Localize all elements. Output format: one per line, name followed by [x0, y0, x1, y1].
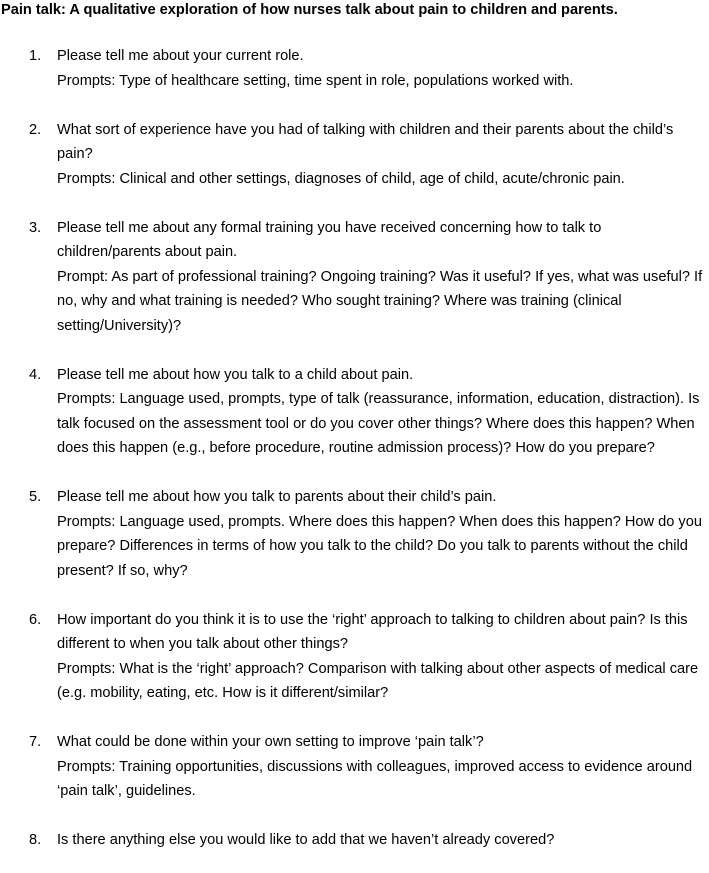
question-text: Please tell me about any formal training you have received concerning how to talk to children/parents about pain.	[57, 219, 602, 260]
question-number: 2.	[29, 121, 42, 138]
question-number: 1.	[29, 48, 42, 64]
question-prompts: Prompts: Training opportunities, discussions with colleagues, improved access to evidence around ‘pain talk’, guidelines.	[57, 758, 693, 799]
question-number: 8.	[29, 832, 42, 848]
question-text: What sort of experience have you had of talking with children and their parents about the child’s pain?	[57, 121, 674, 162]
question-number: 6.	[29, 611, 42, 628]
question-item-7	[1, 730, 705, 804]
question-number: 4.	[29, 366, 42, 383]
question-prompts: Prompts: What is the ‘right’ approach? Comparison with talking about other aspects of medical care (e.g. mobility, eating, etc. How is it different/similar?	[57, 660, 699, 701]
question-prompts: Prompts: Clinical and other settings, diagnoses of child, age of child, acute/chronic pain.	[57, 170, 625, 187]
question-item-2	[1, 118, 705, 192]
question-item-1	[1, 44, 705, 93]
question-number: 3.	[29, 219, 42, 236]
question-item-5	[1, 485, 705, 583]
question-text: What could be done within your own setting to improve ‘pain talk’?	[57, 734, 484, 750]
question-prompts: Prompts: Language used, prompts. Where does this happen? When does this happen? How do you prepare? Differences in terms of how you talk to the child? Do you talk to parents without the child present? If so, why?	[57, 513, 702, 579]
interview-question-list	[1, 44, 705, 853]
document-title: Pain talk: A qualitative exploration of how nurses talk about pain to children and parents.	[1, 2, 618, 18]
question-text: Is there anything else you would like to add that we haven’t already covered?	[57, 832, 555, 848]
question-text: Please tell me about how you talk to a child about pain.	[57, 366, 414, 383]
question-prompts: Prompt: As part of professional training? Ongoing training? Was it useful? If yes, what was useful? If no, why and what training is needed? Who sought training? Where was training (clinical setting/University)?	[57, 268, 703, 334]
question-number: 7.	[29, 734, 42, 750]
question-item-8	[1, 828, 705, 853]
question-prompts: Prompts: Language used, prompts, type of talk (reassurance, information, education, distraction). Is talk focused on the assessment tool or do you cover other things? Where does this happen? When does this happen (e.g., before procedure, routine admission process)? How do you prepare?	[57, 391, 700, 456]
question-item-4	[1, 363, 705, 461]
question-prompts: Prompts: Type of healthcare setting, time spent in role, populations worked with.	[57, 72, 574, 89]
question-text: Please tell me about how you talk to parents about their child’s pain.	[57, 489, 497, 505]
question-text: Please tell me about your current role.	[57, 48, 304, 64]
question-text: How important do you think it is to use the ‘right’ approach to talking to children about pain? Is this different to when you talk about other things?	[57, 611, 688, 652]
question-number: 5.	[29, 489, 42, 505]
question-item-3	[1, 216, 705, 339]
question-item-6	[1, 608, 705, 706]
